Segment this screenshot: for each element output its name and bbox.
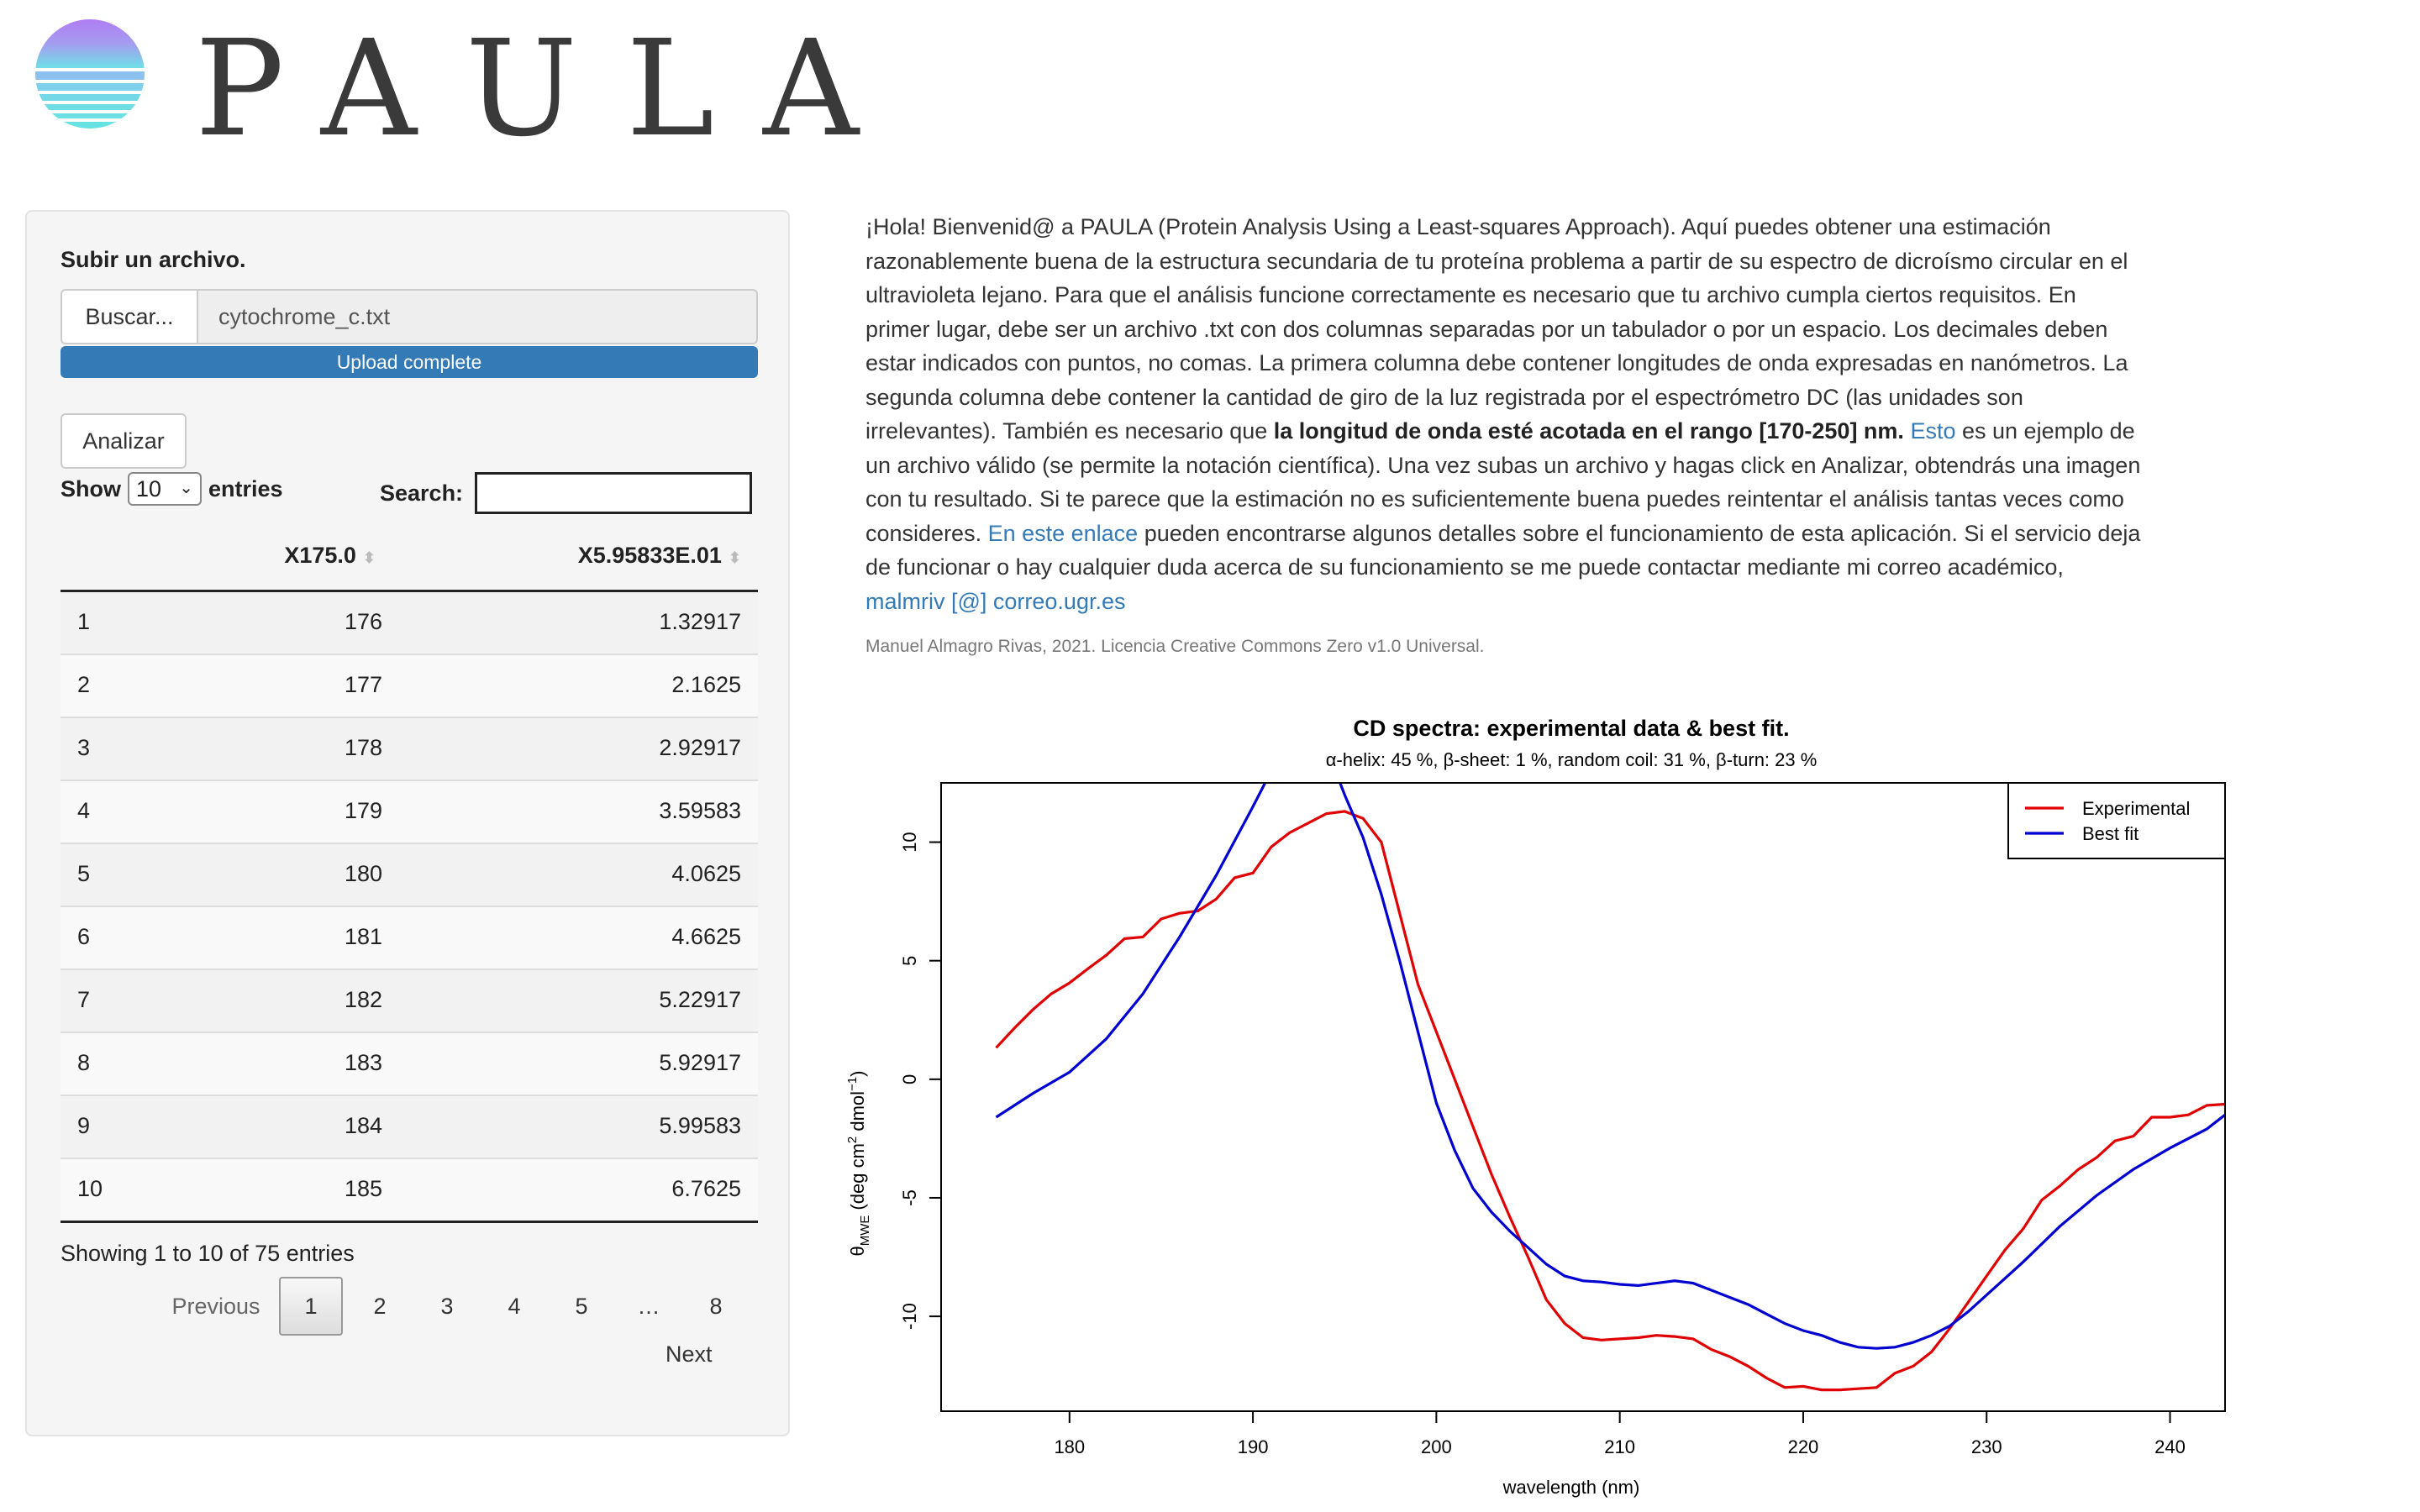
sort-icon: ⬍ (728, 549, 741, 566)
show-label: Show (60, 475, 121, 501)
search-input[interactable] (475, 472, 752, 514)
table-cell: 5.22917 (659, 987, 741, 1012)
table-row (60, 970, 758, 1033)
y-tick-label: -5 (899, 1189, 920, 1206)
table-cell: 185 (344, 1176, 382, 1201)
y-axis-label: $\theta_{MWE}(deg$ $cm^2$ dmol$^{-1}$) (845, 1070, 872, 1257)
page-button[interactable]: 2 (373, 1293, 387, 1319)
page-button[interactable]: 8 (709, 1293, 723, 1319)
chart-title: CD spectra: experimental data & best fit. (1353, 716, 1790, 741)
table-cell: 180 (344, 861, 382, 886)
table-row (60, 907, 758, 970)
plot-frame (941, 783, 2225, 1411)
x-tick-label: 180 (1054, 1436, 1086, 1457)
file-name-field[interactable]: cytochrome_c.txt (197, 289, 758, 344)
table-cell: 6.7625 (671, 1176, 741, 1201)
table-cell: 181 (344, 924, 382, 949)
upload-progress-bar: Upload complete (60, 346, 758, 378)
app-title: PAULA (195, 12, 908, 166)
chevron-down-icon: ⌄ (179, 479, 193, 497)
table-cell: 176 (344, 609, 382, 634)
details-link[interactable]: En este enlace (987, 520, 1139, 546)
sort-icon: ⬍ (362, 549, 376, 566)
entries-select[interactable] (128, 472, 202, 506)
table-cell: 4.0625 (671, 861, 741, 886)
email-link[interactable]: malmriv [@] correo.ugr.es (865, 588, 1126, 614)
data-table (60, 524, 758, 1223)
table-cell: 178 (344, 735, 382, 760)
x-tick-label: 190 (1237, 1436, 1269, 1457)
x-tick-label: 230 (1970, 1436, 2002, 1457)
analyze-button[interactable]: Analizar (60, 413, 187, 469)
search-label: Search: (380, 480, 464, 506)
page-length-control (60, 472, 283, 506)
table-cell: 184 (344, 1113, 382, 1138)
legend-label: Experimental (2082, 798, 2191, 819)
table-cell: 1.32917 (659, 609, 741, 634)
table-cell: 182 (344, 987, 382, 1012)
x-tick-label: 210 (1604, 1436, 1636, 1457)
page-button[interactable]: 1 (279, 1277, 343, 1336)
x-tick-label: 220 (1787, 1436, 1819, 1457)
x-tick-label: 200 (1421, 1436, 1452, 1457)
table-body (60, 592, 758, 1223)
page-button[interactable]: 4 (508, 1293, 521, 1319)
table-cell: 5 (77, 861, 91, 886)
cd-spectra-chart (832, 697, 2260, 1504)
sidebar-panel (25, 210, 790, 1436)
y-tick-label: 0 (899, 1074, 920, 1084)
table-row (60, 1159, 758, 1223)
table-cell: 8 (77, 1050, 91, 1075)
table-row (60, 1096, 758, 1159)
description-text: ¡Hola! Bienvenid@ a PAULA (Protein Analysis Using a Least-squares Approach). Aquí puedes obtener una estimación razonablemente buena de la estructura secundaria de tu proteína problema a partir de su espectro de dicroísmo circular en el ultravioleta lejano. Para que el análisis funcione correctamente es necesario que tu archivo cumpla ciertos requisitos. En primer lugar, debe ser un archivo .txt con dos columnas separadas por un tabulador o por un espacio. Los decimales deben estar indicados con puntos, no comas. La primera columna debe contener longitudes de onda expresadas en nanómetros. La segunda columna debe contener la cantidad de giro de la luz registrada por el espectrómetro DC (las unidades son irrelevantes). También es necesario que la longitud de onda esté acotada en el rango [170-250] nm. Esto es un ejemplo de un archivo válido (se permite la notación científica). Una vez subas un archivo y hagas click en Analizar, obtendrás una imagen con tu resultado. Si te parece que la estimación no es suficientemente buena puedes reintentar el análisis tantas veces como consideres. En este enlace pueden encontrarse algunos detalles sobre el funcionamiento de esta aplicación. Si el servicio deja de funcionar o hay cualquier duda acerca de su funcionamiento se me puede contactar mediante mi correo académico, malmriv [@] correo.ugr.es (865, 214, 2141, 614)
chart-subtitle: α-helix: 45 %, β-sheet: 1 %, random coil: 31 %, β-turn: 23 % (1325, 749, 1818, 770)
previous-page-button[interactable]: Previous (171, 1293, 260, 1319)
legend-label: Best fit (2082, 823, 2139, 844)
table-header (60, 524, 758, 592)
logo (35, 12, 908, 166)
next-page-button[interactable]: Next (666, 1341, 713, 1367)
entries-label: entries (208, 475, 283, 501)
table-cell: 1 (77, 609, 91, 634)
file-input[interactable] (60, 289, 758, 344)
example-file-link[interactable]: Esto (1910, 418, 1956, 444)
upload-label: Subir un archivo. (60, 247, 246, 272)
column-header-signal[interactable]: X5.95833E.01 ⬍ (577, 543, 741, 568)
table-cell: 4.6625 (671, 924, 741, 949)
column-header-wavelength[interactable]: X175.0 ⬍ (284, 543, 376, 568)
table-cell: 3 (77, 735, 91, 760)
table-cell: 2.92917 (659, 735, 741, 760)
x-tick-label: 240 (2154, 1436, 2186, 1457)
table-cell: 9 (77, 1113, 91, 1138)
x-axis-label: wavelength (nm) (1502, 1477, 1640, 1498)
table-row (60, 1033, 758, 1096)
table-cell: 5.92917 (659, 1050, 741, 1075)
browse-button[interactable]: Buscar... (60, 289, 197, 344)
table-cell: 177 (344, 672, 382, 697)
table-cell: 7 (77, 987, 91, 1012)
table-row (60, 592, 758, 655)
page-ellipsis: … (637, 1293, 660, 1319)
pagination (153, 1277, 750, 1336)
table-cell: 179 (344, 798, 382, 823)
series-line-experimental (997, 811, 2226, 1390)
table-info: Showing 1 to 10 of 75 entries (60, 1241, 355, 1266)
table-cell: 183 (344, 1050, 382, 1075)
sunset-logo-icon (35, 19, 145, 129)
credit-line: Manuel Almagro Rivas, 2021. Licencia Creative Commons Zero v1.0 Universal. (865, 637, 1485, 656)
table-cell: 4 (77, 798, 91, 823)
table-row (60, 844, 758, 907)
legend-box (2008, 783, 2225, 858)
y-tick-label: 10 (899, 832, 920, 853)
table-cell: 3.59583 (659, 798, 741, 823)
table-search (380, 472, 752, 514)
page-button[interactable]: 5 (575, 1293, 588, 1319)
y-tick-label: 5 (899, 955, 920, 966)
table-cell: 5.99583 (659, 1113, 741, 1138)
table-cell: 2 (77, 672, 91, 697)
table-cell: 2.1625 (671, 672, 741, 697)
table-row (60, 655, 758, 718)
table-row (60, 781, 758, 844)
table-row (60, 718, 758, 781)
requirement-highlight: la longitud de onda esté acotada en el rango [170-250] nm. (1273, 418, 1904, 444)
table-cell: 6 (77, 924, 91, 949)
y-tick-label: -10 (899, 1303, 920, 1330)
entries-select-value: 10 (136, 475, 162, 501)
table-cell: 10 (77, 1176, 103, 1201)
page-button[interactable]: 3 (440, 1293, 454, 1319)
